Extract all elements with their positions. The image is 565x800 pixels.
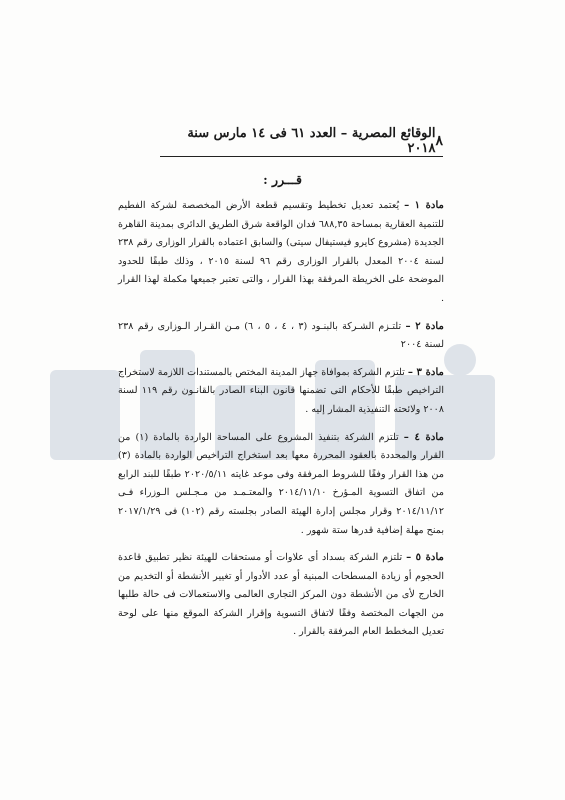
article-1 [118,196,444,309]
article-2 [118,317,444,355]
article-label: مادة ٢ – [405,319,444,332]
articles-body [118,196,444,650]
article-4 [118,428,444,541]
header-rule [160,156,443,157]
decision-title: قـــرر : [263,172,302,187]
article-text: تلتزم الشركة بموافاة جهاز المدينة المختص بالمستندات اللازمة لاستخراج التراخيص طبقًا للأحكام التى تضمنها قانون البناء الصادر بالقانـون رقم ١١٩ لسنة ٢٠٠٨ ولائحته التنفيذية المشار إليه . [118,366,444,415]
article-text: تلتزم الشركة بسداد أى علاوات أو مستحقات للهيئة نظير تطبيق قاعدة الحجوم أو زيادة المسطحات المبنية أو عدد الأدوار أو تغيير الأنشطة أو التخديم من الخارج لأى من الأنشطة دون المركز التجارى العالمى والاستعمالات فى حالة طلبها من الجهات المختصة وفقًا لاتفاق التسوية وإقرار الشركة الموقع منها على لوحة تعديل المخطط العام المرفقة بالقرار . [118,552,444,638]
article-5 [118,548,444,642]
article-label: مادة ٥ – [406,551,445,564]
article-text: تلتزم الشركة بتنفيذ المشروع على المساحة الواردة بالمادة (١) من القرار والمحددة بالعقود المحررة معها بعد استخراج التراخيص الواردة بالمادة (٣) من هذا القرار وفقًا للشروط المرفقة وفى موعد غايته ٢٠٢٠/٥/١١ طبقًا للبند الرابع من اتفاق التسوية المـؤرخ ٢٠١٤/١١/١٠ والمعتـمـد من مـجـلس الـوزراء فـى ٢٠١٤/١١/١٢ وقرار مجلس إدارة الهيئة الصادر بجلسته رقم (١٠٢) فى ٢٠١٧/١/٢٩ بمنح مهلة إضافية قدرها ستة شهور . [118,431,444,536]
header-title: الوقائع المصرية – العدد ٦١ فى ١٤ مارس سنة ٢٠١٨ [187,126,436,156]
article-3 [118,363,444,420]
page-number: ٨ [435,133,443,149]
article-label: مادة ٣ – [407,365,445,378]
article-label: مادة ١ – [404,199,445,211]
article-label: مادة ٤ – [403,430,444,443]
running-header [160,126,443,156]
article-text: تلتـزم الشـركة بالبنـود (٣ ، ٤ ، ٥ ، ٦) مـن القـرار الـوزارى رقم ٢٣٨ لسنة ٢٠٠٤ [118,320,444,351]
article-text: يُعتمد تعديل تخطيط وتقسيم قطعة الأرض المخصصة لشركة الفطيم للتنمية العقارية بمساحة ٦٨٨,٣٥ فدان الواقعة شرق الطريق الدائرى بمدينة القاهرة الجديدة (مشروع كايرو فيستيفال سيتى) والسابق اعتماده بالقرار الوزارى رقم ٢٣٨ لسنة ٢٠٠٤ المعدل بالقرار الوزارى رقم ٩٦ لسنة ٢٠١٥ ، وذلك طبقًا للحدود الموضحة على الخريطة المرفقة بهذا القرار ، والتى تعتبر جميعها مكملة لهذا القرار . [118,200,444,304]
